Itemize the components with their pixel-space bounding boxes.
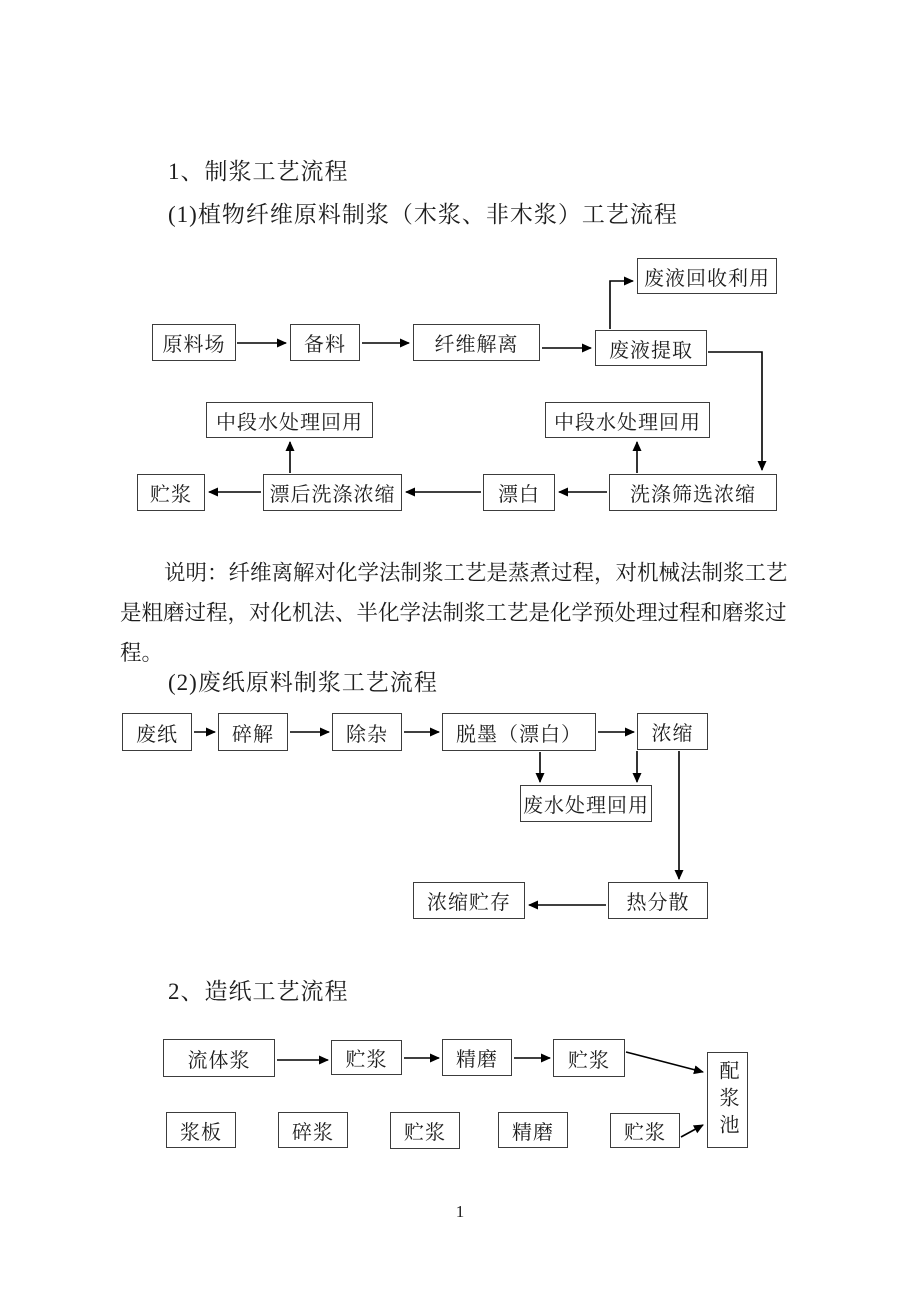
section-2-title: 2、造纸工艺流程 [168, 979, 349, 1004]
box-pulp-storage-3: 贮浆 [390, 1112, 460, 1149]
box-waste-liquor-extraction: 废液提取 [595, 330, 707, 366]
section-1-title: 1、制浆工艺流程 [168, 159, 349, 184]
flowchart1-arrows [209, 281, 762, 492]
section-1-subtitle-1: (1)植物纤维原料制浆（木浆、非木浆）工艺流程 [168, 202, 678, 227]
box-wastewater-treatment-reuse: 废水处理回用 [520, 785, 652, 822]
box-material-preparation: 备料 [290, 324, 360, 361]
box-pulp-blending-pool: 配浆池 [707, 1052, 748, 1148]
box-hot-dispersion: 热分散 [608, 882, 708, 919]
box-mid-stage-water-reuse-1: 中段水处理回用 [206, 402, 373, 438]
page-number: 1 [455, 1202, 465, 1221]
box-refining-1: 精磨 [442, 1039, 512, 1076]
box-post-bleach-wash-thicken: 漂后洗涤浓缩 [263, 474, 402, 511]
box-thickening: 浓缩 [637, 713, 708, 750]
box-waste-liquor-recovery: 废液回收利用 [637, 258, 777, 294]
box-bleaching: 漂白 [483, 474, 555, 511]
box-pulp-storage: 贮浆 [137, 474, 205, 511]
box-liquid-pulp: 流体浆 [163, 1039, 275, 1077]
box-wash-screen-thicken: 洗涤筛选浓缩 [609, 474, 777, 511]
box-pulp-storage-2: 贮浆 [553, 1039, 625, 1077]
box-pulp-board: 浆板 [166, 1112, 236, 1148]
box-pulp-crushing: 碎浆 [278, 1112, 348, 1148]
box-raw-material-yard: 原料场 [152, 324, 236, 361]
note-line-3: 程。 [120, 641, 164, 665]
box-impurity-removal: 除杂 [332, 713, 402, 751]
box-refining-2: 精磨 [498, 1112, 568, 1148]
box-pulp-storage-1: 贮浆 [331, 1040, 402, 1075]
box-mid-stage-water-reuse-2: 中段水处理回用 [545, 402, 710, 438]
box-thicken-storage: 浓缩贮存 [413, 882, 525, 919]
box-deinking-bleaching: 脱墨（漂白） [442, 713, 596, 751]
box-pulp-storage-4: 贮浆 [610, 1113, 680, 1148]
box-repulping: 碎解 [218, 713, 288, 751]
note-line-2: 是粗磨过程，对化机法、半化学法制浆工艺是化学预处理过程和磨浆过 [120, 601, 787, 625]
box-fiber-separation: 纤维解离 [413, 324, 540, 361]
note-line-1: 说明：纤维离解对化学法制浆工艺是蒸煮过程，对机械法制浆工艺 [164, 561, 788, 585]
section-1-subtitle-2: (2)废纸原料制浆工艺流程 [168, 670, 438, 695]
box-waste-paper: 废纸 [122, 713, 192, 751]
